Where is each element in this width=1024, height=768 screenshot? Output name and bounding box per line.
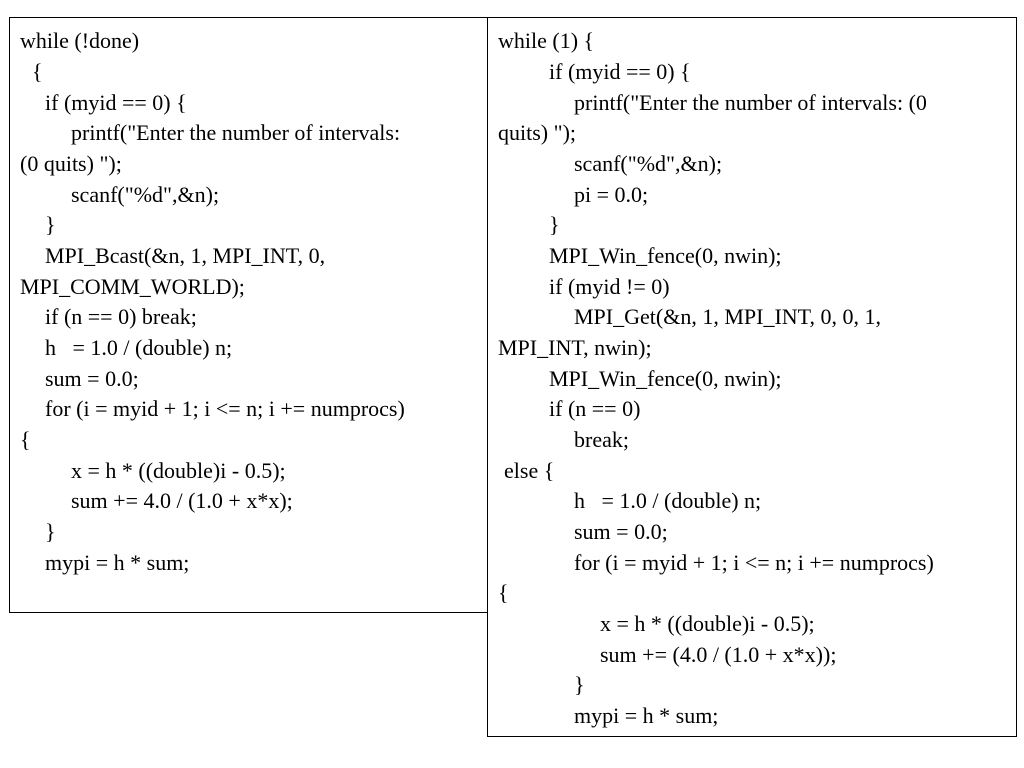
code-line: MPI_INT, nwin); <box>498 335 652 360</box>
code-line: } <box>574 672 585 697</box>
code-line: if (myid != 0) <box>549 274 670 299</box>
code-line: } <box>45 519 56 544</box>
code-line: MPI_Win_fence(0, nwin); <box>549 366 782 391</box>
code-line: x = h * ((double)i - 0.5); <box>71 458 286 483</box>
code-line: if (n == 0) break; <box>45 304 197 329</box>
code-line: if (myid == 0) { <box>549 59 691 84</box>
code-line: h = 1.0 / (double) n; <box>574 488 762 513</box>
code-line: else { <box>504 458 555 483</box>
code-line: sum = 0.0; <box>45 366 139 391</box>
code-line: quits) "); <box>498 120 577 145</box>
code-line: mypi = h * sum; <box>574 703 719 728</box>
code-line: scanf("%d",&n); <box>71 182 220 207</box>
code-line: break; <box>574 427 629 452</box>
code-line: h = 1.0 / (double) n; <box>45 335 233 360</box>
code-line: while (!done) <box>20 28 140 53</box>
code-line: printf("Enter the number of intervals: (0 <box>574 90 927 115</box>
code-line: mypi = h * sum; <box>45 550 190 575</box>
code-line: printf("Enter the number of intervals: <box>71 120 401 145</box>
code-line: { <box>498 580 509 605</box>
code-line: if (myid == 0) { <box>45 90 187 115</box>
right-code-panel <box>487 17 1017 737</box>
code-line: MPI_Bcast(&n, 1, MPI_INT, 0, <box>45 243 326 268</box>
code-line: pi = 0.0; <box>574 182 649 207</box>
code-line: (0 quits) "); <box>20 151 122 176</box>
code-line: for (i = myid + 1; i <= n; i += numprocs) <box>574 550 934 575</box>
code-line: if (n == 0) <box>549 396 641 421</box>
code-line: MPI_COMM_WORLD); <box>20 274 245 299</box>
code-line: MPI_Win_fence(0, nwin); <box>549 243 782 268</box>
code-line: sum += 4.0 / (1.0 + x*x); <box>71 488 293 513</box>
code-line: for (i = myid + 1; i <= n; i += numprocs) <box>45 396 405 421</box>
code-line: } <box>45 212 56 237</box>
left-code-panel <box>9 17 489 613</box>
code-line: sum = 0.0; <box>574 519 668 544</box>
code-line: scanf("%d",&n); <box>574 151 723 176</box>
code-line: } <box>549 212 560 237</box>
code-line: sum += (4.0 / (1.0 + x*x)); <box>600 642 837 667</box>
code-line: { <box>20 427 31 452</box>
code-line: { <box>32 59 43 84</box>
code-line: x = h * ((double)i - 0.5); <box>600 611 815 636</box>
code-line: MPI_Get(&n, 1, MPI_INT, 0, 0, 1, <box>574 304 881 329</box>
code-line: while (1) { <box>498 28 595 53</box>
